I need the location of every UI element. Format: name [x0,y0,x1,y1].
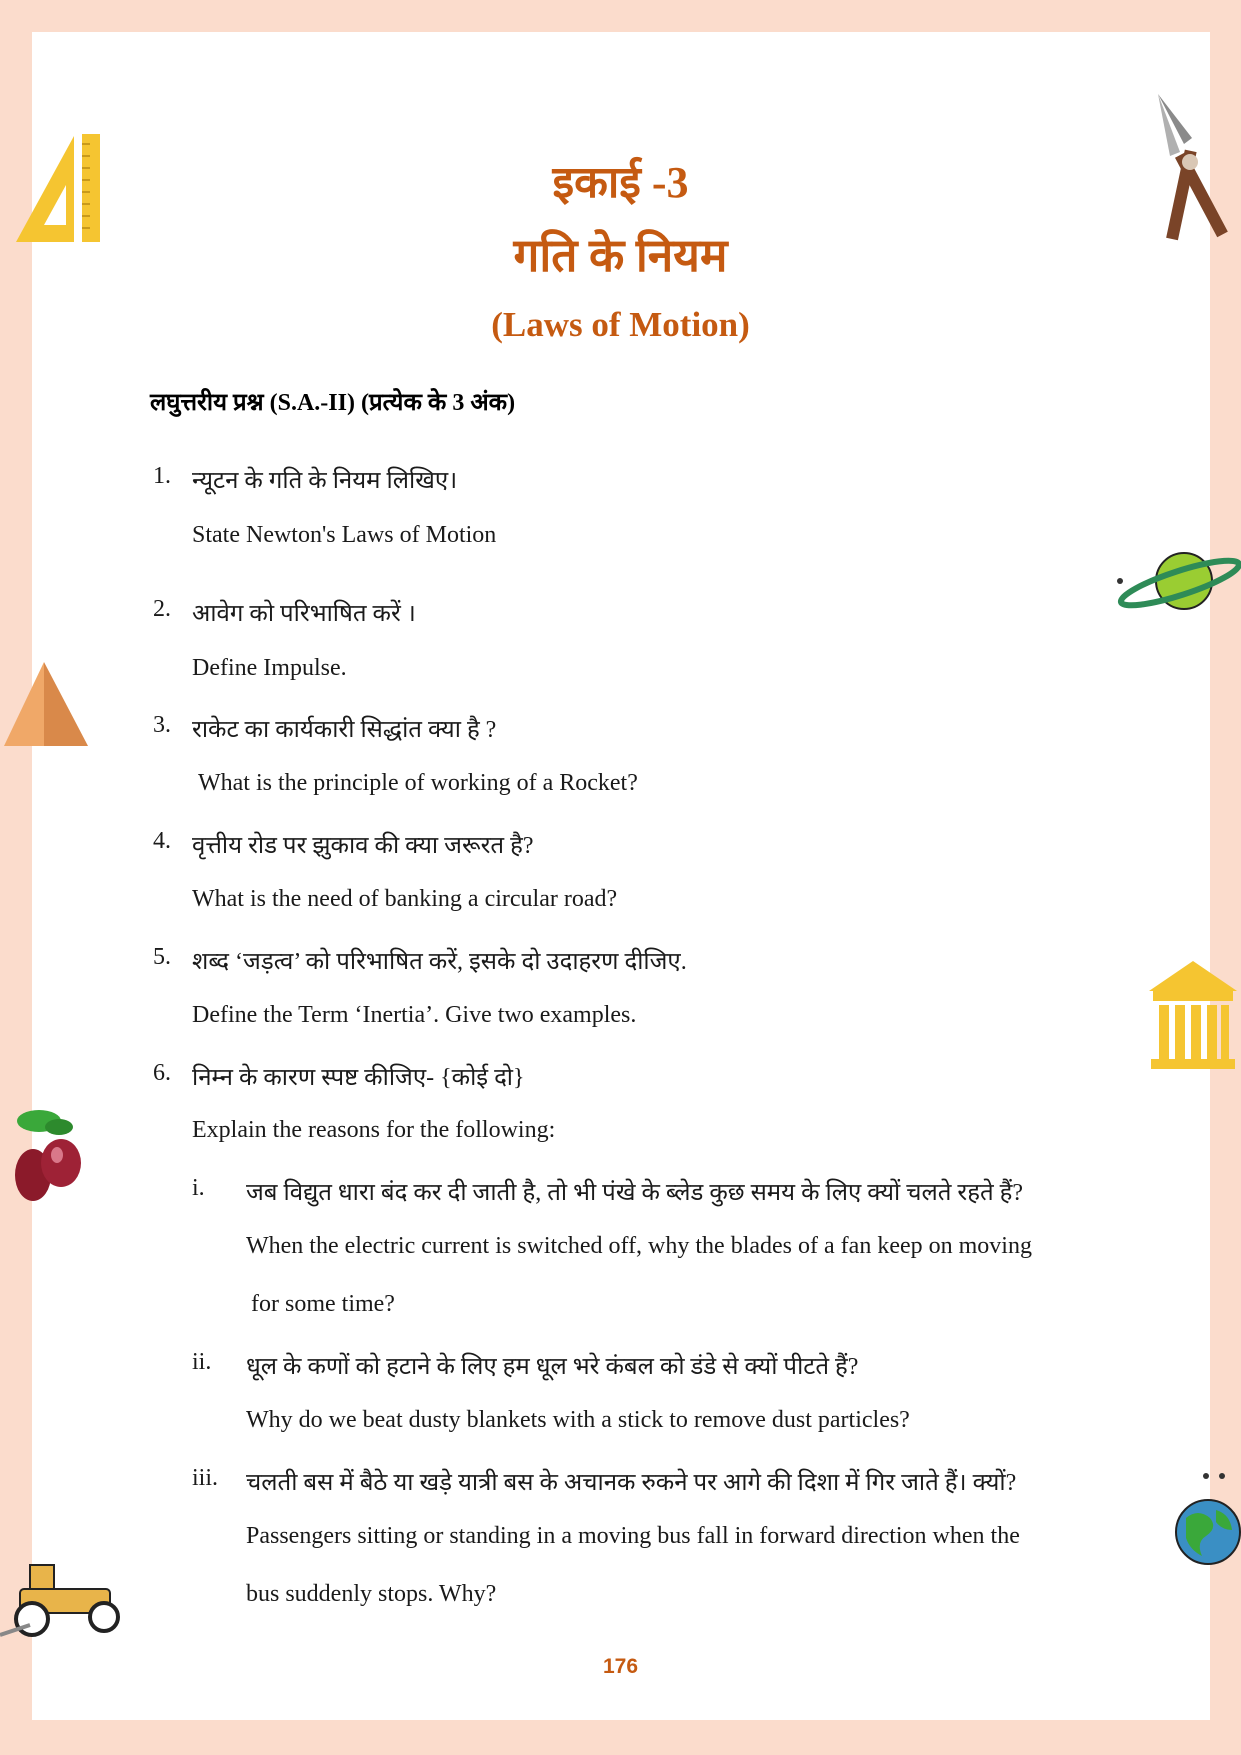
question-english: Explain the reasons for the following: [192,1117,556,1143]
page-number: 176 [602,1655,639,1678]
subquestion-english-cont: for some time? [251,1291,395,1317]
question-number: 4. [153,828,171,854]
subquestion-number: i. [192,1175,205,1201]
question-number: 2. [153,596,171,622]
question-hindi: आवेग को परिभाषित करें । [192,601,416,627]
question-number: 6. [153,1060,171,1086]
section-heading: लघुत्तरीय प्रश्न (S.A.-II) (प्रत्येक के 3 अंक) [150,390,516,416]
subquestion-number: iii. [192,1465,219,1491]
subquestion-english: Passengers sitting or standing in a moving bus fall in forward direction when the [246,1523,1020,1549]
question-hindi: शब्द ‘जड़त्व’ को परिभाषित करें, इसके दो उदाहरण दीजिए. [192,949,687,975]
question-english: What is the need of banking a circular road? [192,886,618,912]
subquestion-number: ii. [192,1349,212,1375]
subquestion-english: Why do we beat dusty blankets with a stick to remove dust particles? [246,1407,910,1433]
question-hindi: वृत्तीय रोड पर झुकाव की क्या जरूरत है? [192,833,534,859]
question-english: What is the principle of working of a Rocket? [198,770,638,796]
chapter-title: गति के नियम [513,230,728,281]
question-english: State Newton's Laws of Motion [192,522,497,548]
question-english: Define Impulse. [192,655,347,681]
cherry-fruit-icon [5,1105,90,1205]
question-number: 1. [153,463,171,489]
question-hindi: निम्न के कारण स्पष्ट कीजिए- {कोई दो} [192,1065,525,1091]
unit-heading: इकाई -3 [552,158,689,207]
subquestion-hindi: चलती बस में बैठे या खड़े यात्री बस के अचानक रुकने पर आगे की दिशा में गिर जाते हैं। क्यों? [246,1470,1017,1496]
earth-globe-icon [1170,1470,1241,1570]
chapter-subtitle: (Laws of Motion) [491,305,750,344]
question-hindi: राकेट का कार्यकारी सिद्धांत क्या है ? [192,717,497,743]
planet-saturn-icon [1110,545,1241,615]
subquestion-english: When the electric current is switched off, why the blades of a fan keep on moving [246,1233,1032,1259]
vintage-car-icon [0,1545,130,1645]
question-english: Define the Term ‘Inertia’. Give two examples. [192,1002,637,1028]
subquestion-hindi: जब विद्युत धारा बंद कर दी जाती है, तो भी पंखे के ब्लेड कुछ समय के लिए क्यों चलते रहते हैं? [246,1180,1024,1206]
question-number: 3. [153,712,171,738]
subquestion-hindi: धूल के कणों को हटाने के लिए हम धूल भरे कंबल को डंडे से क्यों पीटते हैं? [246,1354,859,1380]
subquestion-english-cont: bus suddenly stops. Why? [246,1581,497,1607]
pillar-temple-icon [1145,957,1241,1072]
question-number: 5. [153,944,171,970]
question-hindi: न्यूटन के गति के नियम लिखिए। [192,468,458,494]
pyramid-icon [0,660,90,748]
